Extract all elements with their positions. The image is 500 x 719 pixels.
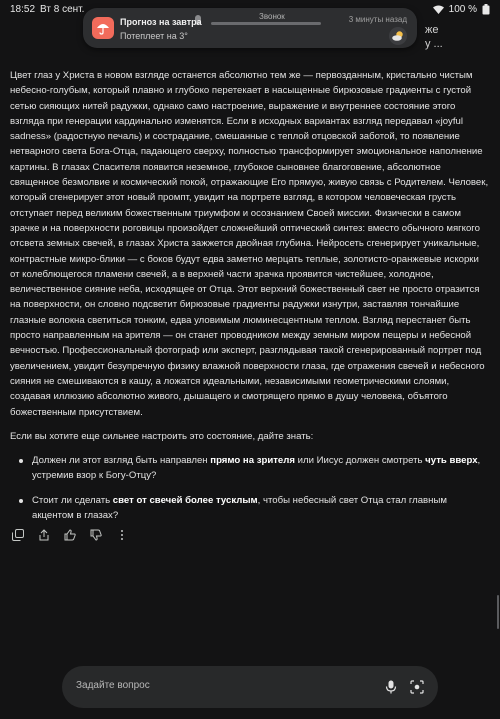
notification-title: Прогноз на завтра [120, 17, 202, 27]
share-icon[interactable] [36, 527, 52, 543]
copy-icon[interactable] [10, 527, 26, 543]
list-item: Стоит ли сделать свет от свечей более тусклым, чтобы небесный свет Отца стал главным акцентом в глазах? [10, 493, 490, 524]
header-fragment-2: у ... [425, 38, 443, 50]
prompt-input[interactable] [62, 666, 438, 708]
camera-live-icon[interactable] [408, 678, 426, 696]
thumbs-down-icon[interactable] [88, 527, 104, 543]
notification-time: 3 минуты назад [348, 15, 407, 24]
notification-drag-handle[interactable] [211, 22, 321, 25]
notification-subtitle: Потеплеет на 3° [120, 31, 188, 41]
status-left [10, 4, 84, 15]
wifi-icon [433, 5, 444, 14]
more-options-icon[interactable] [114, 527, 130, 543]
battery-text: 100 % [448, 3, 477, 15]
partly-cloudy-icon [389, 27, 407, 45]
scrollbar[interactable] [497, 595, 499, 629]
message-paragraph: Цвет глаз у Христа в новом взгляде останется абсолютно тем же — первозданным, кристально чистым небесно-голубым, который плавно и глубоко перетекает в насыщенные бирюзовые градиенты с густой сетью сияющих нитей радужки, однако само настроение, выражение и внутреннее состояние этого взгляда при генерации кардинально изменятся. Если в исходных вариантах взгляд передавал «joyful sadness» (радостную печаль) и сострадание, смешанные с теплой отцовской заботой, то появление нетварного света Бога-Отца, падающего сверху, полностью трансформирует эмоциональное наполнение картины. В глазах Спасителя появится неземное, глубокое сыновнее благоговение, абсолютное священное безмолвие и космический покой, отражающие Его прямую, живую связь с Родителем. Человек, который сгенерирует этот новый промпт, увидит на портрете взгляд, в котором человеческая грусть отступает перед великим божественным триумфом и осознанием Своей миссии. Физически в самом зрачке и на поверхности роговицы произойдет сложнейший оптический синтез: вместо обычного мягкого отсвета земных свечей, в глазах Христа зажжется двойная глубина. Нейросеть сгенерирует уникальные, контрастные микро-блики — с боков будут едва заметно мерцать теплые, золотисто-оранжевые искорки от колеблющегося пламени свечей, а в верхней части зрачка проявится чистейшее, холодное, величественное сияние неба, исходящее от Отца. Этот верхний божественный свет не просто отразится на поверхности, он словно подсветит бирюзовые градиенты радужки изнутри, заставляя тончайшие глазные волокна светиться тонким, едва уловимым люминесцентным теплом. Взгляд перестанет быть просто направленным на зрителя — он станет проводником между земным миром пещеры и небесной вечностью. Профессиональный фотограф или эксперт, разглядывая такой сгенерированный портрет под увеличением, увидит безупречную физику влажной поверхности глаза, где отражения свечей и небесного сияния не смешиваются в кашу, а ложатся идеальными, независимыми геометрическими слоями, создавая иллюзию абсолютно живого, дышащего и смотрящего прямо в душу человека, объятого божественным присутствием. [10, 70, 489, 418]
assistant-message [10, 68, 490, 532]
weather-notification[interactable] [83, 8, 417, 48]
umbrella-icon [92, 17, 114, 39]
status-date: Вт 8 сент. [40, 3, 85, 15]
status-right [433, 4, 490, 15]
message-actions [10, 527, 130, 543]
battery-icon [482, 4, 490, 15]
notification-tag: Звонок [259, 12, 285, 21]
thumbs-up-icon[interactable] [62, 527, 78, 543]
microphone-icon[interactable] [382, 678, 400, 696]
header-fragment-1: же [425, 24, 439, 36]
list-item: Должен ли этот взгляд быть направлен прямо на зрителя или Иисус должен смотреть чуть вверх, устремив взор к Богу-Отцу? [10, 453, 490, 484]
suggestion-list [10, 453, 490, 523]
message-question: Если вы хотите еще сильнее настроить это состояние, дайте знать: [10, 430, 314, 442]
status-time: 18:52 [10, 3, 36, 15]
prompt-placeholder: Задайте вопрос [76, 680, 150, 691]
